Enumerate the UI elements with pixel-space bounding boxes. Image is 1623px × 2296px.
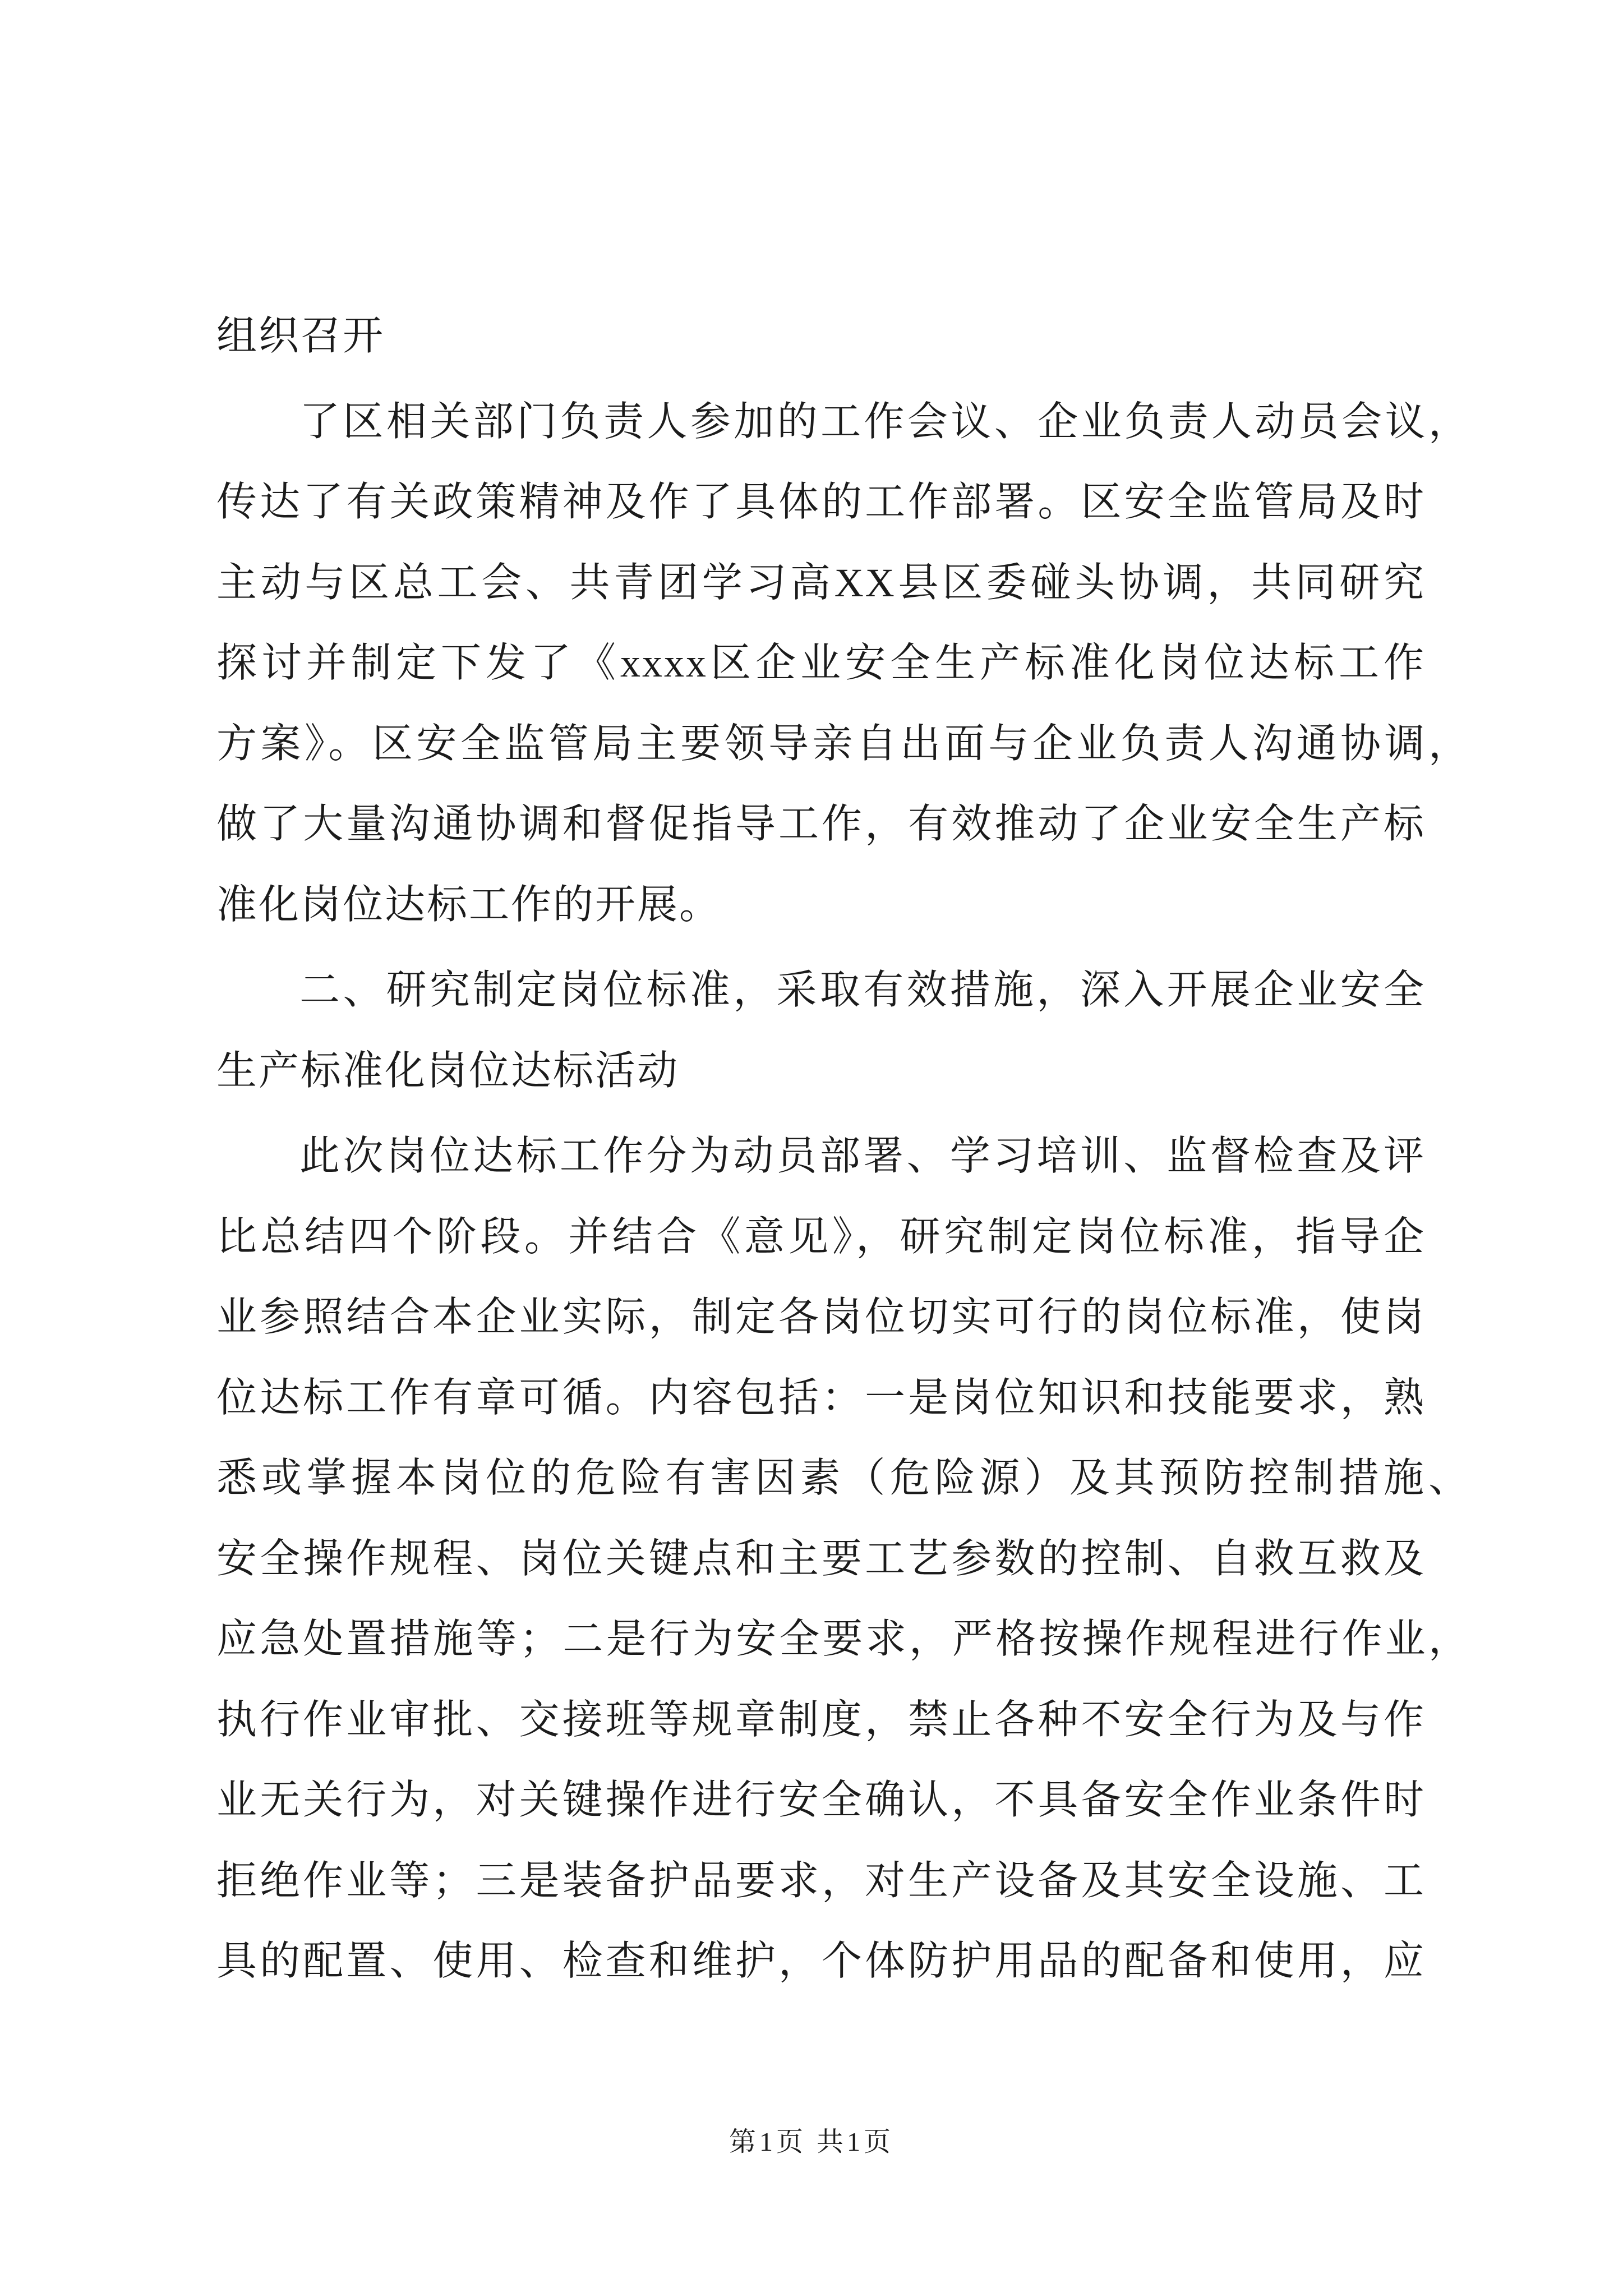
section-heading <box>216 950 1426 1111</box>
paragraph-line: 传达了有关政策精神及作了具体的工作部署。区安全监管局及时 <box>216 480 1426 524</box>
heading-line: 二、研究制定岗位标准，采取有效措施，深入开展企业安全 <box>299 968 1426 1013</box>
paragraph-line: 主动与区总工会、共青团学习高XX县区委碰头协调，共同研究 <box>216 560 1426 605</box>
paragraph-line: 应急处置措施等；二是行为安全要求，严格按操作规程进行作业， <box>216 1617 1470 1662</box>
paragraph-line: 组织召开 <box>216 314 385 358</box>
paragraph-line: 悉或掌握本岗位的危险有害因素（危险源）及其预防控制措施、 <box>216 1456 1470 1501</box>
paragraph-line: 位达标工作有章可循。内容包括：一是岗位知识和技能要求，熟 <box>216 1375 1426 1420</box>
paragraph-line: 业无关行为，对关键操作进行安全确认，不具备安全作业条件时 <box>216 1778 1426 1823</box>
paragraph-continuation <box>216 296 1426 377</box>
paragraph-line: 了区相关部门负责人参加的工作会议、企业负责人动员会议， <box>299 399 1470 444</box>
paragraph-line: 拒绝作业等；三是装备护品要求，对生产设备及其安全设施、工 <box>216 1858 1426 1903</box>
paragraph-line: 业参照结合本企业实际，制定各岗位切实可行的岗位标准，使岗 <box>216 1295 1426 1340</box>
paragraph <box>216 382 1470 946</box>
document-body <box>216 296 1470 2002</box>
paragraph-line: 探讨并制定下发了《xxxx区企业安全生产标准化岗位达标工作 <box>216 641 1426 685</box>
paragraph-line: 安全操作规程、岗位关键点和主要工艺参数的控制、自救互救及 <box>216 1536 1426 1581</box>
heading-line: 生产标准化岗位达标活动 <box>216 1048 680 1093</box>
paragraph-line: 比总结四个阶段。并结合《意见》，研究制定岗位标准，指导企 <box>216 1214 1426 1259</box>
paragraph-line: 此次岗位达标工作分为动员部署、学习培训、监督检查及评 <box>299 1134 1426 1179</box>
page-number-footer: 第1页 共1页 <box>728 2127 894 2157</box>
paragraph-line: 执行作业审批、交接班等规章制度，禁止各种不安全行为及与作 <box>216 1697 1426 1742</box>
paragraph-line: 准化岗位达标工作的开展。 <box>216 882 722 927</box>
paragraph-line: 做了大量沟通协调和督促指导工作，有效推动了企业安全生产标 <box>216 802 1426 846</box>
paragraph <box>216 1116 1470 2002</box>
paragraph-line: 具的配置、使用、检查和维护，个体防护用品的配备和使用，应 <box>216 1939 1426 1984</box>
paragraph-line: 方案》。区安全监管局主要领导亲自出面与企业负责人沟通协调， <box>216 721 1470 766</box>
